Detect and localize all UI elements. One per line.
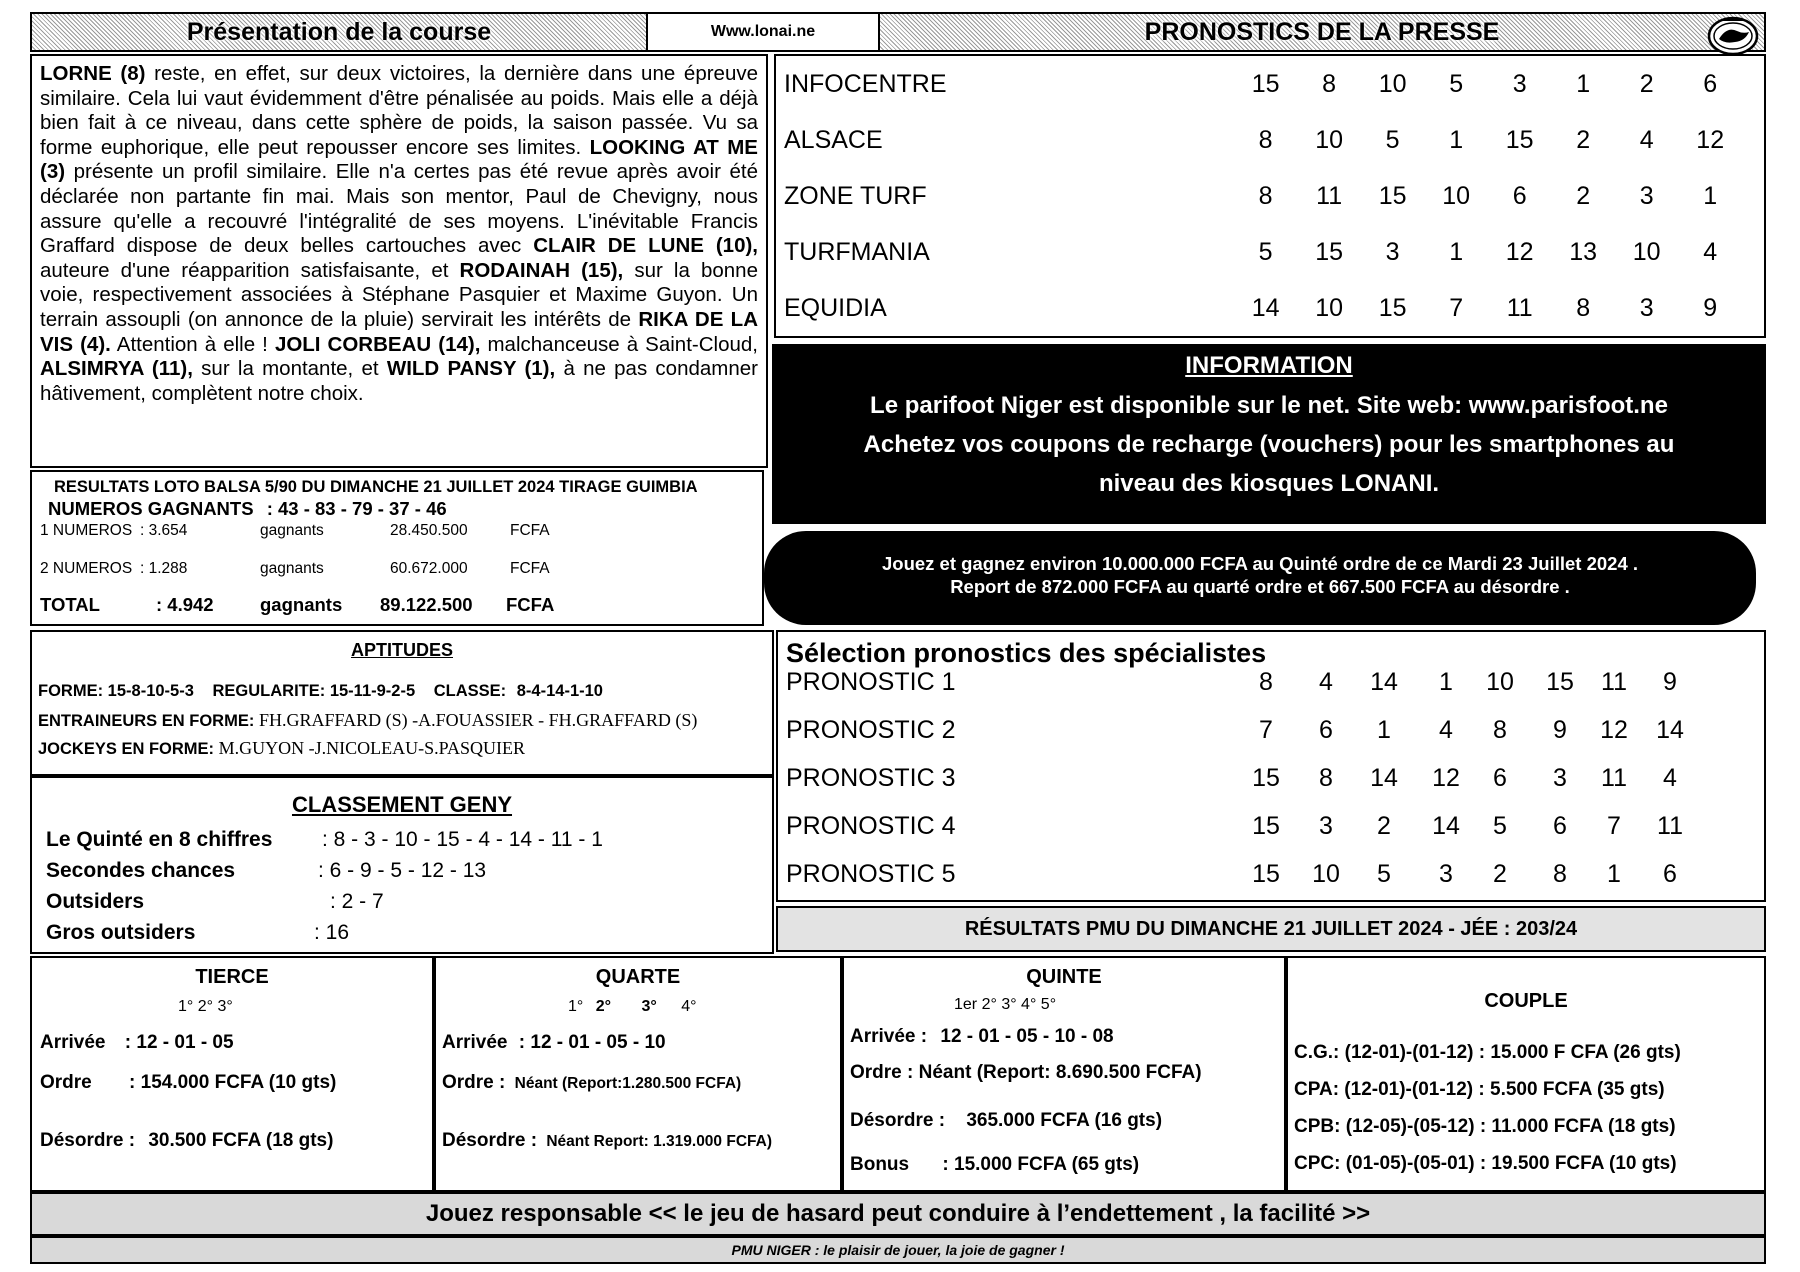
horse-name: WILD PANSY (1), [386,357,556,381]
press-pronostics-table [774,54,1766,338]
geny-row-value: : 2 - 7 [330,890,384,913]
information-panel [772,344,1766,524]
quinte-bonus-row [850,1154,1139,1176]
press-row [776,56,1764,112]
horse-name: LOOKING AT ME (3) [40,135,758,184]
selection-number: 15 [1252,812,1280,840]
press-number: 8 [1322,69,1337,98]
total-currency: FCFA [506,594,555,615]
press-number: 7 [1449,293,1464,322]
press-number: 10 [1378,69,1407,98]
press-number: 2 [1576,125,1591,154]
horse-name: RIKA DE LA VIS (4). [40,307,758,356]
loto-row-gagnants: gagnants [260,522,324,539]
quinte-ordre-value: : Néant (Report: 8.690.500 FCFA) [907,1062,1202,1083]
selection-number: 7 [1259,716,1273,744]
classe-value: 8-4-14-1-10 [516,682,603,700]
information-line-1: Le parifoot Niger est disponible sur le net. Site web: www.parisfoot.ne [870,392,1668,419]
selection-number: 7 [1607,812,1621,840]
press-row [776,224,1764,280]
couple-row: CPA: (12-01)-(01-12) : 5.500 FCFA (35 gts) [1294,1079,1665,1100]
selection-number: 14 [1370,668,1398,696]
tierce-title: TIERCE [195,966,269,988]
forme-value: 15-8-10-5-3 [107,682,194,700]
selection-number: 10 [1486,668,1514,696]
selection-number: 15 [1252,860,1280,888]
couple-title: COUPLE [1484,990,1568,1012]
press-number: 10 [1315,293,1344,322]
quarte-desordre-label: Désordre : [442,1130,538,1151]
presentation-text-segment: sur la montante, et [192,357,387,381]
geny-row-label: Outsiders [46,890,145,913]
presentation-header [30,12,648,52]
selection-number: 4 [1319,668,1333,696]
press-spacer [1742,112,1764,168]
selection-number: 8 [1259,668,1273,696]
loto-row-gagnants: gagnants [260,560,324,577]
horse-name: ALSIMRYA (11), [40,357,193,381]
selection-number: 1 [1607,860,1621,888]
selection-number: 15 [1252,764,1280,792]
entraineurs-label: ENTRAINEURS EN FORME: [38,712,255,730]
press-number: 5 [1449,69,1464,98]
quinte-panel [842,956,1286,1192]
press-row [776,112,1764,168]
press-spacer [1742,56,1764,112]
quinte-ordre-row [850,1062,1202,1084]
responsible-gaming-banner [30,1192,1766,1236]
selection-row-name: PRONOSTIC 2 [786,716,956,744]
geny-row-label: Gros outsiders [46,921,196,944]
jockeys-label: JOCKEYS EN FORME: [38,740,215,758]
selection-number: 8 [1493,716,1507,744]
presentation-title: Présentation de la course [186,17,492,46]
selection-number: 14 [1370,764,1398,792]
selection-number: 11 [1601,764,1627,792]
aptitudes-entraineurs-row [38,710,697,731]
press-number: 12 [1696,125,1725,154]
horse-name: RODAINAH (15), [459,258,624,282]
selection-title: Sélection pronostics des spécialistes [786,638,1267,668]
presentation-text-segment: à ne pas condamner hâtivement, complètent notre choix. [40,357,758,405]
selection-number: 3 [1319,812,1333,840]
selection-row-name: PRONOSTIC 4 [786,812,956,840]
quinte-arrivee-value: 12 - 01 - 05 - 10 - 08 [940,1026,1114,1047]
classement-geny-panel [30,776,774,954]
results-bar [776,906,1766,952]
tierce-desordre-row [40,1130,333,1152]
press-number: 4 [1639,125,1654,154]
press-number: 15 [1378,181,1407,210]
press-number: 10 [1315,125,1344,154]
selection-number: 5 [1377,860,1391,888]
press-number: 8 [1258,125,1273,154]
horse-name: LORNE (8) [40,62,146,85]
tierce-arrivee-row [40,1032,234,1054]
quarte-desordre-value: Néant Report: 1.319.000 FCFA) [546,1133,772,1150]
quinte-arrivee-row [850,1026,1114,1048]
presentation-text-segment: présente un profil similaire. Elle n'a certes pas été revue après avoir été déclarée non partante fin mai. Mais son mentor, Paul de Chevigny, nous assure qu'elle a recouvré l'intégralité de ses moyens. L'inévitable Francis Graffard dispose de deux belles cartouches avec [40,160,758,258]
horse-name: JOLI CORBEAU (14), [274,332,481,356]
press-spacer [1742,224,1764,280]
press-number: 3 [1639,181,1654,210]
quinte-desordre-value: 365.000 FCFA (16 gts) [966,1110,1163,1131]
press-source-name: ALSACE [784,125,883,154]
entraineurs-value: FH.GRAFFARD (S) -A.FOUASSIER - FH.GRAFFARD (S) [258,710,698,730]
press-number: 13 [1569,237,1598,266]
selection-number: 11 [1601,668,1627,696]
total-label: TOTAL [40,594,100,615]
selection-number: 10 [1312,860,1340,888]
selection-number: 2 [1377,812,1391,840]
press-number: 9 [1703,293,1718,322]
jockeys-value: M.GUYON -J.NICOLEAU-S.PASQUIER [218,738,525,758]
selection-row-name: PRONOSTIC 1 [786,668,956,696]
presentation-text-segment: Attention à elle ! [110,332,275,356]
quinte-positions: 1er 2° 3° 4° 5° [954,996,1057,1013]
presentation-text-segment: sur la bonne voie, respectivement associées à Stéphane Pasquier et Maxime Guyon. Un terrain assoupli (on annonce de la pluie) servirait les intérêts de [40,258,758,331]
results-bar-text: RÉSULTATS PMU DU DIMANCHE 21 JUILLET 2024 - JÉE : 203/24 [964,917,1578,940]
presentation-text-segment: reste, en effet, sur deux victoires, la dernière dans une épreuve similaire. Cela lui vaut évidemment d'être pénalisée au poids. Mais elle a déjà bien fait à ce niveau, dans cette sphère de poids, la saison passée. Vu sa forme euphorique, elle peut repousser encore ses limites. [40,62,759,159]
loto-results [30,470,764,626]
aptitudes-panel [30,630,774,776]
tierce-ordre-label: Ordre [40,1072,92,1093]
press-spacer [1742,168,1764,224]
selection-number: 1 [1439,668,1453,696]
total-gagnants: gagnants [260,594,343,615]
press-number: 1 [1703,181,1718,210]
geny-row-value: : 16 [314,921,350,944]
selection-number: 1 [1377,716,1391,744]
quarte-arrivee-label: Arrivée [442,1032,508,1053]
press-number: 14 [1251,293,1280,322]
selection-number: 11 [1657,812,1683,840]
loto-row-count: : 1.288 [140,560,188,577]
selection-number: 6 [1319,716,1333,744]
lonani-logo-icon [1707,12,1759,56]
loto-row-label: 2 NUMEROS [40,560,133,577]
quarte-pos-4: 4° [681,998,697,1015]
geny-row-label: Le Quinté en 8 chiffres [46,828,273,851]
press-number: 15 [1505,125,1534,154]
presentation-text-segment: malchanceuse à Saint-Cloud, [480,332,758,356]
total-amount: 89.122.500 [380,594,473,615]
selection-number: 14 [1656,716,1684,744]
tierce-panel [30,956,434,1192]
quarte-positions [568,998,697,1016]
quinte-bonus-value: : 15.000 FCFA (65 gts) [942,1154,1140,1175]
geny-row-value: : 8 - 3 - 10 - 15 - 4 - 14 - 11 - 1 [322,828,603,851]
information-line-3: niveau des kiosques LONANI. [1098,470,1440,497]
press-source-name: EQUIDIA [784,293,887,322]
loto-title: RESULTATS LOTO BALSA 5/90 DU DIMANCHE 21 JUILLET 2024 TIRAGE GUIMBIA [54,478,698,496]
selection-number: 12 [1432,764,1460,792]
quarte-panel [434,956,842,1192]
jackpot-banner [764,531,1756,625]
forme-label: FORME: [38,682,104,700]
press-number: 8 [1258,181,1273,210]
press-number: 1 [1576,69,1591,98]
aptitudes-forme-row [38,682,603,701]
quarte-pos-3: 3° [641,998,657,1015]
selection-number: 4 [1439,716,1453,744]
press-number: 2 [1576,181,1591,210]
press-number: 3 [1512,69,1527,98]
quarte-desordre-row [442,1130,772,1152]
jackpot-line-2: Report de 872.000 FCFA au quarté ordre et 667.500 FCFA au désordre . [950,576,1570,597]
press-number: 1 [1449,125,1464,154]
site-url[interactable]: Www.lonai.ne [710,23,816,40]
couple-row: C.G.: (12-01)-(01-12) : 15.000 F CFA (26 gts) [1294,1042,1681,1063]
site-header[interactable] [646,12,880,52]
responsible-gaming-text: Jouez responsable << le jeu de hasard peut conduire à l’endettement , la facilité >> [425,1200,1371,1227]
quarte-ordre-label: Ordre : [442,1072,506,1093]
press-number: 5 [1385,125,1400,154]
quinte-ordre-label: Ordre [850,1062,902,1083]
tierce-arrivee-label: Arrivée [40,1032,106,1053]
selection-number: 9 [1553,716,1567,744]
presentation-text-segment: auteure d'une réapparition satisfaisante, et [40,258,460,282]
geny-row-value: : 6 - 9 - 5 - 12 - 13 [318,859,487,882]
loto-row-amount: 60.672.000 [390,560,468,577]
tierce-ordre-value: : 154.000 FCFA (10 gts) [129,1072,337,1093]
information-title: INFORMATION [1185,352,1353,379]
total-count: : 4.942 [156,594,214,615]
press-number: 10 [1632,237,1661,266]
tierce-positions: 1° 2° 3° [178,998,233,1015]
jackpot-line-1: Jouez et gagnez environ 10.000.000 FCFA au Quinté ordre de ce Mardi 23 Juillet 2024 . [881,553,1639,574]
press-row [776,168,1764,224]
tierce-arrivee-value: : 12 - 01 - 05 [124,1032,234,1053]
press-spacer [1742,280,1764,336]
winning-values: : 43 - 83 - 79 - 37 - 46 [266,498,447,519]
press-number: 15 [1315,237,1344,266]
classe-label: CLASSE: [433,682,507,700]
regularite-value: 15-11-9-2-5 [329,682,416,700]
press-number: 6 [1703,69,1718,98]
loto-winning-numbers [48,498,447,520]
press-number: 1 [1449,237,1464,266]
couple-row: CPB: (12-05)-(05-12) : 11.000 FCFA (18 gts) [1294,1116,1676,1137]
loto-row-currency: FCFA [510,560,550,577]
press-source-name: INFOCENTRE [784,69,947,98]
tierce-ordre-row [40,1072,336,1094]
press-number: 12 [1505,237,1534,266]
quinte-arrivee-label: Arrivée : [850,1026,928,1047]
selection-number: 2 [1493,860,1507,888]
couple-row: CPC: (01-05)-(05-01) : 19.500 FCFA (10 gts) [1294,1153,1677,1174]
press-row [776,280,1764,336]
selection-number: 6 [1663,860,1677,888]
loto-row-count: : 3.654 [140,522,188,539]
quarte-arrivee-value: : 12 - 01 - 05 - 10 [518,1032,666,1053]
press-number: 15 [1251,69,1280,98]
press-number: 10 [1442,181,1471,210]
quinte-desordre-label: Désordre : [850,1110,946,1131]
quinte-bonus-label: Bonus [850,1154,910,1175]
press-source-name: TURFMANIA [784,237,930,266]
selection-number: 12 [1600,716,1628,744]
press-number: 15 [1378,293,1407,322]
quinte-desordre-row [850,1110,1162,1132]
press-number: 4 [1703,237,1718,266]
aptitudes-jockeys-row [38,738,525,759]
press-number: 2 [1639,69,1654,98]
geny-title: CLASSEMENT GENY [291,792,513,817]
quarte-pos-1: 1° [568,998,584,1015]
press-number: 11 [1506,293,1533,322]
selection-number: 6 [1553,812,1567,840]
specialists-selection-table [776,630,1766,902]
selection-number: 3 [1439,860,1453,888]
press-title: PRONOSTICS DE LA PRESSE [1144,17,1500,46]
selection-row-name: PRONOSTIC 3 [786,764,956,792]
regularite-label: REGULARITE: [212,682,326,700]
selection-number: 15 [1546,668,1574,696]
geny-row-label: Secondes chances [46,859,236,882]
quarte-pos-2: 2° [595,998,612,1015]
selection-number: 6 [1493,764,1507,792]
press-number: 8 [1576,293,1591,322]
selection-number: 14 [1432,812,1460,840]
press-number: 11 [1316,181,1343,210]
selection-row-name: PRONOSTIC 5 [786,860,956,888]
press-number: 3 [1639,293,1654,322]
quarte-title: QUARTE [595,966,681,988]
loto-row-label: 1 NUMEROS [40,522,133,539]
slogan-banner [30,1236,1766,1264]
race-presentation-text [30,54,768,468]
selection-number: 8 [1319,764,1333,792]
loto-row-amount: 28.450.500 [390,522,468,539]
information-line-2: Achetez vos coupons de recharge (vouchers) pour les smartphones au [863,431,1675,458]
loto-row-currency: FCFA [510,522,550,539]
quinte-title: QUINTE [1026,966,1102,988]
winning-label: NUMEROS GAGNANTS [48,498,254,519]
tierce-desordre-label: Désordre : [40,1130,136,1151]
selection-number: 3 [1553,764,1567,792]
quarte-ordre-row [442,1072,741,1094]
couple-panel [1286,956,1766,1192]
aptitudes-title: APTITUDES [350,640,453,660]
press-number: 5 [1258,237,1273,266]
selection-number: 8 [1553,860,1567,888]
press-number: 3 [1385,237,1400,266]
press-source-name: ZONE TURF [784,181,927,210]
slogan-text: PMU NIGER : le plaisir de jouer, la joie de gagner ! [731,1242,1065,1258]
quarte-arrivee-row [442,1032,666,1054]
horse-name: CLAIR DE LUNE (10), [533,234,758,258]
tierce-desordre-value: 30.500 FCFA (18 gts) [148,1130,334,1151]
selection-number: 9 [1663,668,1677,696]
selection-number: 4 [1663,764,1677,792]
press-number: 6 [1512,181,1527,210]
quarte-ordre-value: Néant (Report:1.280.500 FCFA) [514,1075,742,1092]
selection-number: 5 [1493,812,1507,840]
press-header [878,12,1766,52]
